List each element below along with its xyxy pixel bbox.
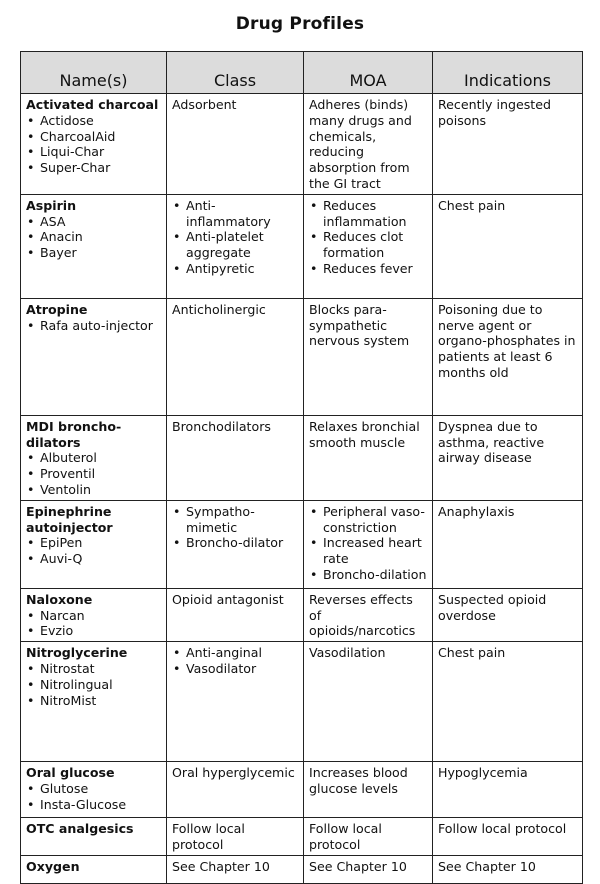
class-item: • Broncho-dilator <box>172 535 298 551</box>
page-title: Drug Profiles <box>235 14 365 34</box>
class-list <box>172 504 298 551</box>
brand-name-item: • Actidose <box>26 113 161 129</box>
moa-text: Adheres (binds) many drugs and chemicals, reducing absorption from the GI tract <box>309 97 412 191</box>
drug-name: Naloxone <box>26 591 93 607</box>
moa-item: • Broncho-dilation <box>309 567 427 583</box>
table-row <box>21 762 583 818</box>
moa-text: Reverses effects of opioids/narcotics <box>309 591 416 639</box>
cell-moa <box>304 298 433 415</box>
cell-moa <box>304 94 433 195</box>
class-item: • Vasodilator <box>172 661 298 677</box>
indications-text: See Chapter 10 <box>438 858 536 874</box>
brand-name-list <box>26 781 161 813</box>
brand-name-item: • Super-Char <box>26 160 161 176</box>
cell-name <box>21 500 167 588</box>
brand-name-item: • Auvi-Q <box>26 551 161 567</box>
cell-moa <box>304 855 433 883</box>
cell-class <box>167 500 304 588</box>
cell-moa <box>304 762 433 818</box>
class-list <box>172 198 298 277</box>
moa-item: • Reduces fever <box>309 261 427 277</box>
drug-name: MDI broncho-dilators <box>26 418 122 450</box>
cell-class <box>167 762 304 818</box>
cell-class <box>167 94 304 195</box>
drug-name: Epinephrine autoinjector <box>26 503 113 535</box>
moa-text: Vasodilation <box>309 645 386 661</box>
cell-name <box>21 818 167 856</box>
cell-class <box>167 588 304 641</box>
cell-moa <box>304 194 433 298</box>
moa-list <box>309 198 427 277</box>
moa-text: Blocks para-sympathetic nervous system <box>309 301 410 349</box>
drug-name: Aspirin <box>26 197 77 213</box>
cell-indications <box>433 762 583 818</box>
class-text: Oral hyperglycemic <box>172 765 295 781</box>
moa-text: See Chapter 10 <box>309 858 407 874</box>
table-row <box>21 818 583 856</box>
brand-name-list <box>26 661 161 708</box>
class-list <box>172 645 298 677</box>
moa-item: • Reduces inflammation <box>309 198 427 230</box>
cell-indications <box>433 855 583 883</box>
brand-name-item: • Narcan <box>26 608 161 624</box>
drug-name: Nitroglycerine <box>26 645 128 661</box>
cell-indications <box>433 500 583 588</box>
brand-name-item: • Proventil <box>26 466 161 482</box>
brand-name-item: • Insta-Glucose <box>26 797 161 813</box>
cell-moa <box>304 818 433 856</box>
cell-indications <box>433 818 583 856</box>
cell-name <box>21 855 167 883</box>
class-text: Follow local protocol <box>172 821 245 852</box>
moa-text: Increases blood glucose levels <box>309 765 408 796</box>
table-row <box>21 298 583 415</box>
cell-name <box>21 94 167 195</box>
moa-item: • Reduces clot formation <box>309 229 427 261</box>
header-names: Name(s) <box>21 52 167 94</box>
cell-moa <box>304 500 433 588</box>
brand-name-list <box>26 318 161 334</box>
brand-name-item: • Evzio <box>26 623 161 639</box>
cell-indications <box>433 94 583 195</box>
table-row <box>21 642 583 762</box>
brand-name-list <box>26 535 161 567</box>
cell-class <box>167 642 304 762</box>
brand-name-item: • CharcoalAid <box>26 129 161 145</box>
header-row <box>21 52 583 94</box>
moa-item: • Peripheral vaso-constriction <box>309 504 427 536</box>
cell-name <box>21 642 167 762</box>
brand-name-list <box>26 450 161 497</box>
cell-name <box>21 762 167 818</box>
drug-profiles-table <box>20 51 583 884</box>
moa-text: Follow local protocol <box>309 821 382 852</box>
cell-indications <box>433 194 583 298</box>
cell-moa <box>304 642 433 762</box>
table-row <box>21 855 583 883</box>
brand-name-item: • Liqui-Char <box>26 144 161 160</box>
cell-class <box>167 818 304 856</box>
table-row <box>21 415 583 500</box>
cell-indications <box>433 642 583 762</box>
indications-text: Follow local protocol <box>438 821 567 837</box>
brand-name-item: • EpiPen <box>26 535 161 551</box>
table-row <box>21 194 583 298</box>
indications-text: Dyspnea due to asthma, reactive airway disease <box>438 418 545 466</box>
class-text: Adsorbent <box>172 97 237 112</box>
brand-name-list <box>26 608 161 640</box>
brand-name-item: • Glutose <box>26 781 161 797</box>
cell-moa <box>304 415 433 500</box>
drug-name: Atropine <box>26 301 88 317</box>
cell-name <box>21 298 167 415</box>
table-body <box>21 94 583 884</box>
indications-text: Suspected opioid overdose <box>438 591 547 623</box>
moa-item: • Increased heart rate <box>309 535 427 567</box>
indications-text: Anaphylaxis <box>438 503 515 519</box>
brand-name-item: • Nitrolingual <box>26 677 161 693</box>
cell-indications <box>433 588 583 641</box>
header-moa: MOA <box>304 52 433 94</box>
class-text: Bronchodilators <box>172 418 271 434</box>
brand-name-item: • Albuterol <box>26 450 161 466</box>
class-item: • Anti-platelet aggregate <box>172 229 298 261</box>
table-row <box>21 94 583 195</box>
cell-name <box>21 194 167 298</box>
cell-class <box>167 298 304 415</box>
cell-class <box>167 194 304 298</box>
brand-name-item: • Rafa auto-injector <box>26 318 161 334</box>
cell-name <box>21 415 167 500</box>
moa-list <box>309 504 427 583</box>
brand-name-item: • ASA <box>26 214 161 230</box>
cell-name <box>21 588 167 641</box>
brand-name-item: • NitroMist <box>26 693 161 709</box>
indications-text: Chest pain <box>438 197 506 213</box>
cell-moa <box>304 588 433 641</box>
brand-name-list <box>26 113 161 176</box>
class-item: • Antipyretic <box>172 261 298 277</box>
class-item: • Sympatho-mimetic <box>172 504 298 536</box>
drug-name: Oxygen <box>26 858 80 874</box>
brand-name-item: • Ventolin <box>26 482 161 498</box>
class-text: Anticholinergic <box>172 301 266 317</box>
class-text: Opioid antagonist <box>172 591 284 607</box>
drug-name: OTC analgesics <box>26 821 134 837</box>
cell-class <box>167 855 304 883</box>
indications-text: Hypoglycemia <box>438 765 528 781</box>
brand-name-item: • Nitrostat <box>26 661 161 677</box>
class-item: • Anti-anginal <box>172 645 298 661</box>
class-item: • Anti-inflammatory <box>172 198 298 230</box>
class-text: See Chapter 10 <box>172 858 270 874</box>
indications-text: Chest pain <box>438 645 506 661</box>
indications-text: Poisoning due to nerve agent or organo-phosphates in patients at least 6 months old <box>438 301 576 380</box>
moa-text: Relaxes bronchial smooth muscle <box>309 418 420 450</box>
brand-name-item: • Bayer <box>26 245 161 261</box>
brand-name-item: • Anacin <box>26 229 161 245</box>
table-row <box>21 500 583 588</box>
table-row <box>21 588 583 641</box>
header-indications: Indications <box>433 52 583 94</box>
drug-name: Oral glucose <box>26 765 115 781</box>
brand-name-list <box>26 214 161 261</box>
cell-indications <box>433 415 583 500</box>
cell-class <box>167 415 304 500</box>
drug-name: Activated charcoal <box>26 97 159 112</box>
header-class: Class <box>167 52 304 94</box>
cell-indications <box>433 298 583 415</box>
indications-text: Recently ingested poisons <box>438 97 551 128</box>
